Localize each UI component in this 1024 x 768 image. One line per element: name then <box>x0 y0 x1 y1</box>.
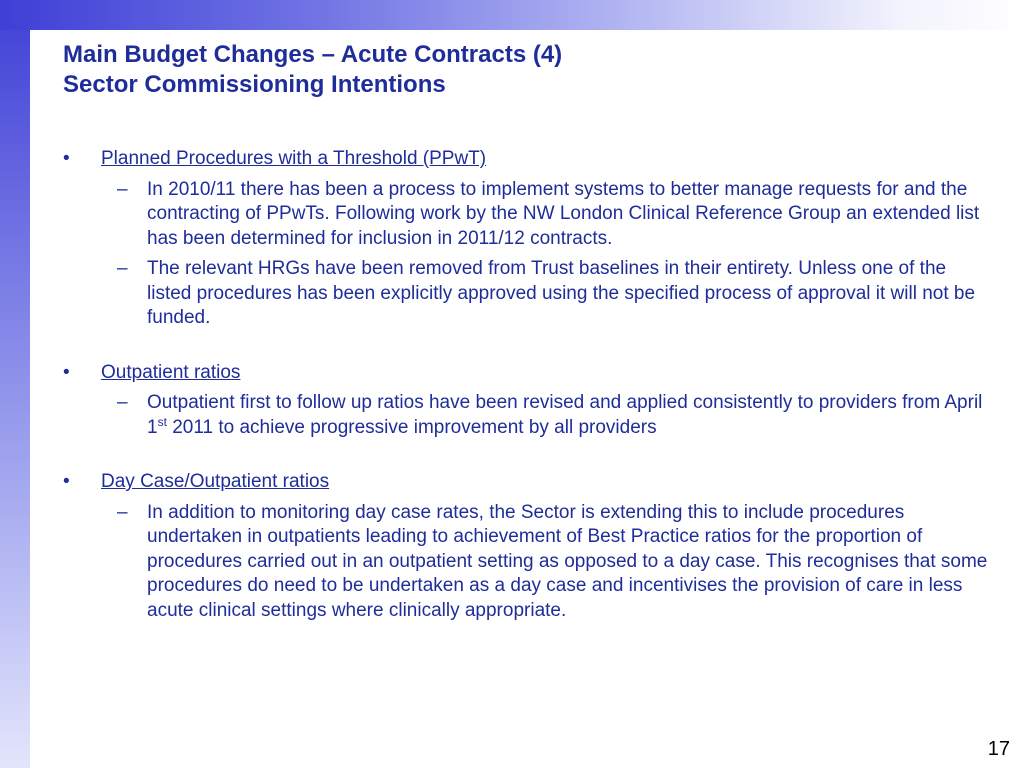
dash-icon: – <box>117 178 128 200</box>
bullet-day-case-ratios <box>63 470 993 495</box>
slide-body <box>63 147 993 653</box>
item-text: In addition to monitoring day case rates, the Sector is extending this to include procedures undertaken in outpatients leading to achievement of Best Practice ratios for the proportion of procedures carried out in an outpatient setting as opposed to a day case. This recognises that some procedures do need to be undertaken as a day case and incentivises the provision of care in less acute clinical settings where clinically appropriate. <box>147 501 988 621</box>
title-line-2: Sector Commissioning Intentions <box>63 71 446 98</box>
page-number: 17 <box>987 738 1010 760</box>
bullet-icon: • <box>63 148 70 169</box>
left-gradient-bar <box>0 0 30 768</box>
top-gradient-bar <box>0 0 1024 30</box>
heading-ppwt: Planned Procedures with a Threshold (PPwT) <box>101 148 487 169</box>
heading-day-case-ratios: Day Case/Outpatient ratios <box>101 471 330 492</box>
item-text-end: 2011 to achieve progressive improvement by all providers <box>166 416 657 438</box>
list-item <box>63 501 993 624</box>
dash-icon: – <box>117 501 128 523</box>
bullet-icon: • <box>63 361 70 383</box>
list-item <box>63 178 993 252</box>
list-item <box>63 391 993 440</box>
section-day-case-ratios <box>63 470 993 623</box>
item-text: In 2010/11 there has been a process to implement systems to better manage requests for and the contracting of PPwTs. Following work by the NW London Clinical Reference Group an extended list has been determined for inclusion in 2011/12 contracts. <box>147 178 980 249</box>
bullet-outpatient-ratios <box>63 361 993 386</box>
slide-title <box>63 40 562 100</box>
item-text-start: Outpatient first to follow up ratios have been revised and applied consistently to providers from April 1 <box>147 392 983 438</box>
title-line-1: Main Budget Changes – Acute Contracts (4) <box>63 41 563 68</box>
item-text: The relevant HRGs have been removed from Trust baselines in their entirety. Unless one of the listed procedures has been explicitly approved using the specified process of approval it will not be funded. <box>147 258 976 328</box>
dash-icon: – <box>117 392 128 413</box>
ordinal-suffix: st <box>157 414 167 429</box>
section-ppwt <box>63 147 993 331</box>
bullet-icon: • <box>63 471 70 492</box>
bullet-ppwt <box>63 147 993 172</box>
list-item <box>63 257 993 331</box>
heading-outpatient-ratios: Outpatient ratios <box>101 361 241 383</box>
dash-icon: – <box>117 258 128 279</box>
section-outpatient-ratios <box>63 361 993 441</box>
